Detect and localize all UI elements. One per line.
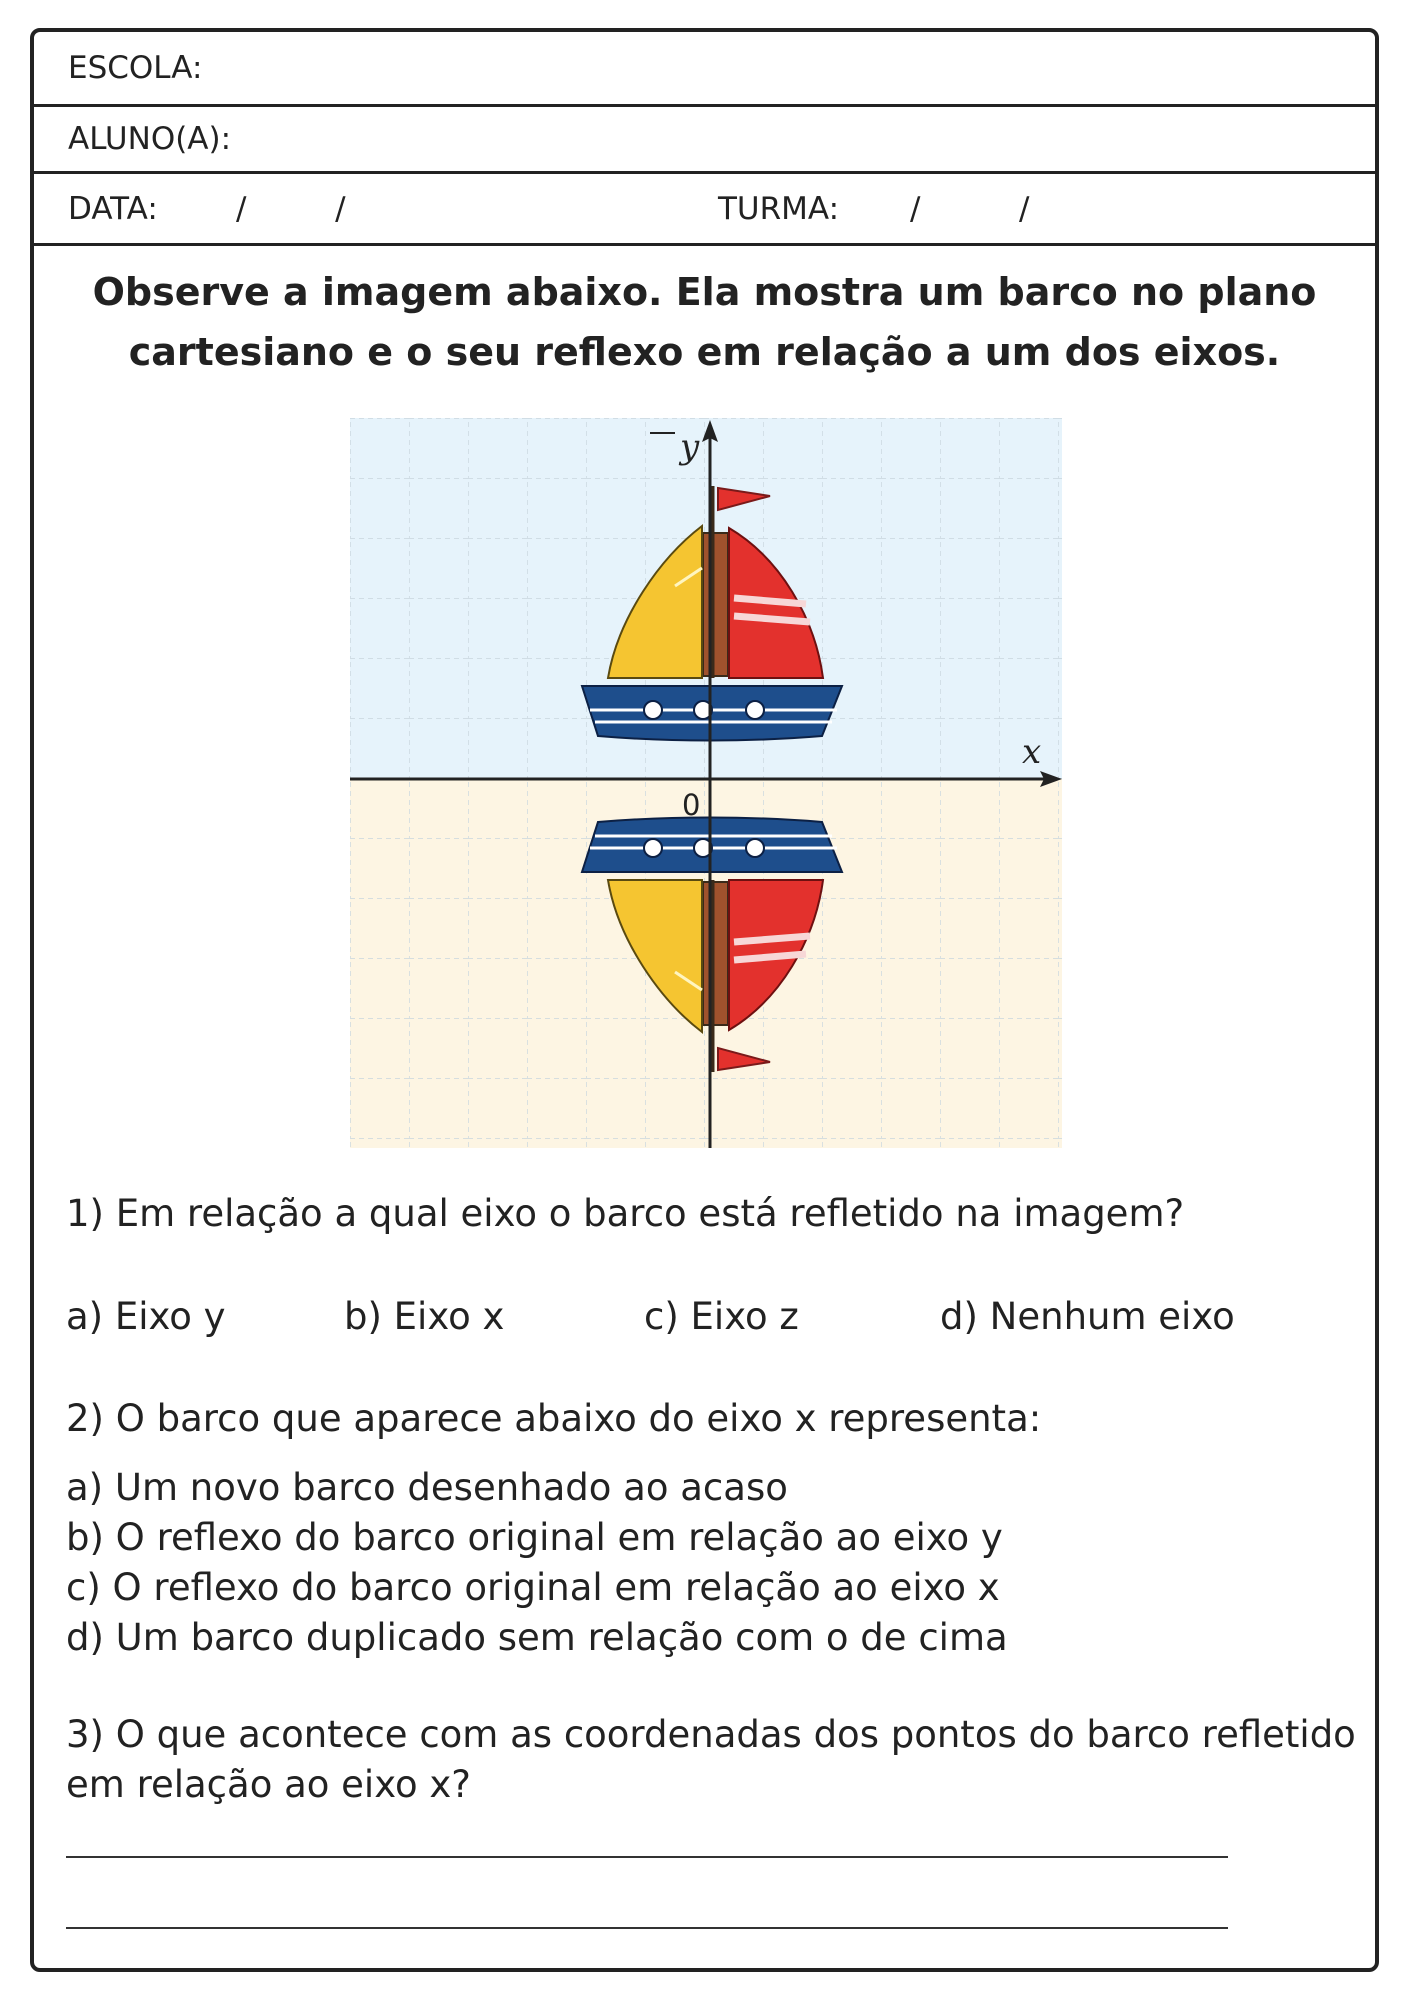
porthole <box>644 701 662 719</box>
date-slashes: / / <box>236 190 346 227</box>
q1-option-a: a) Eixo y <box>66 1295 226 1338</box>
porthole <box>746 701 764 719</box>
q1-option-c: c) Eixo z <box>644 1295 799 1338</box>
answer-line-1[interactable] <box>66 1856 1228 1858</box>
class-label: TURMA: <box>718 190 840 227</box>
date-label: DATA: <box>68 190 158 227</box>
student-row <box>34 107 1375 174</box>
mast <box>703 533 728 676</box>
question-3-line-1: 3) O que acontece com as coordenadas dos pontos do barco refletido <box>66 1713 1356 1756</box>
y-axis-label: y <box>680 427 700 467</box>
question-3-line-2: em relação ao eixo x? <box>66 1763 471 1806</box>
date-class-row <box>34 174 1375 246</box>
school-row <box>34 32 1375 107</box>
question-2-text: 2) O barco que aparece abaixo do eixo x representa: <box>66 1397 1042 1440</box>
porthole <box>746 839 764 857</box>
school-label: ESCOLA: <box>68 50 203 86</box>
student-label: ALUNO(A): <box>68 121 232 157</box>
q2-option-d: d) Um barco duplicado sem relação com o de cima <box>66 1616 1008 1659</box>
mast <box>703 882 728 1025</box>
q2-option-b: b) O reflexo do barco original em relação ao eixo y <box>66 1516 1003 1559</box>
porthole <box>644 839 662 857</box>
q2-option-c: c) O reflexo do barco original em relação ao eixo x <box>66 1566 1000 1609</box>
class-slashes: / / <box>910 190 1030 227</box>
question-1-text: 1) Em relação a qual eixo o barco está refletido na imagem? <box>66 1192 1185 1235</box>
cartesian-plane-figure <box>350 418 1062 1148</box>
instruction-line-1: Observe a imagem abaixo. Ela mostra um barco no plano <box>92 270 1317 314</box>
q2-option-a: a) Um novo barco desenhado ao acaso <box>66 1466 788 1509</box>
grid <box>350 418 1062 1148</box>
q1-option-b: b) Eixo x <box>344 1295 505 1338</box>
instruction-line-2: cartesiano e o seu reflexo em relação a um dos eixos. <box>128 330 1281 374</box>
q1-option-d: d) Nenhum eixo <box>940 1295 1235 1338</box>
answer-line-2[interactable] <box>66 1927 1228 1929</box>
origin-label: 0 <box>682 788 701 822</box>
x-axis-label: x <box>1022 732 1042 772</box>
